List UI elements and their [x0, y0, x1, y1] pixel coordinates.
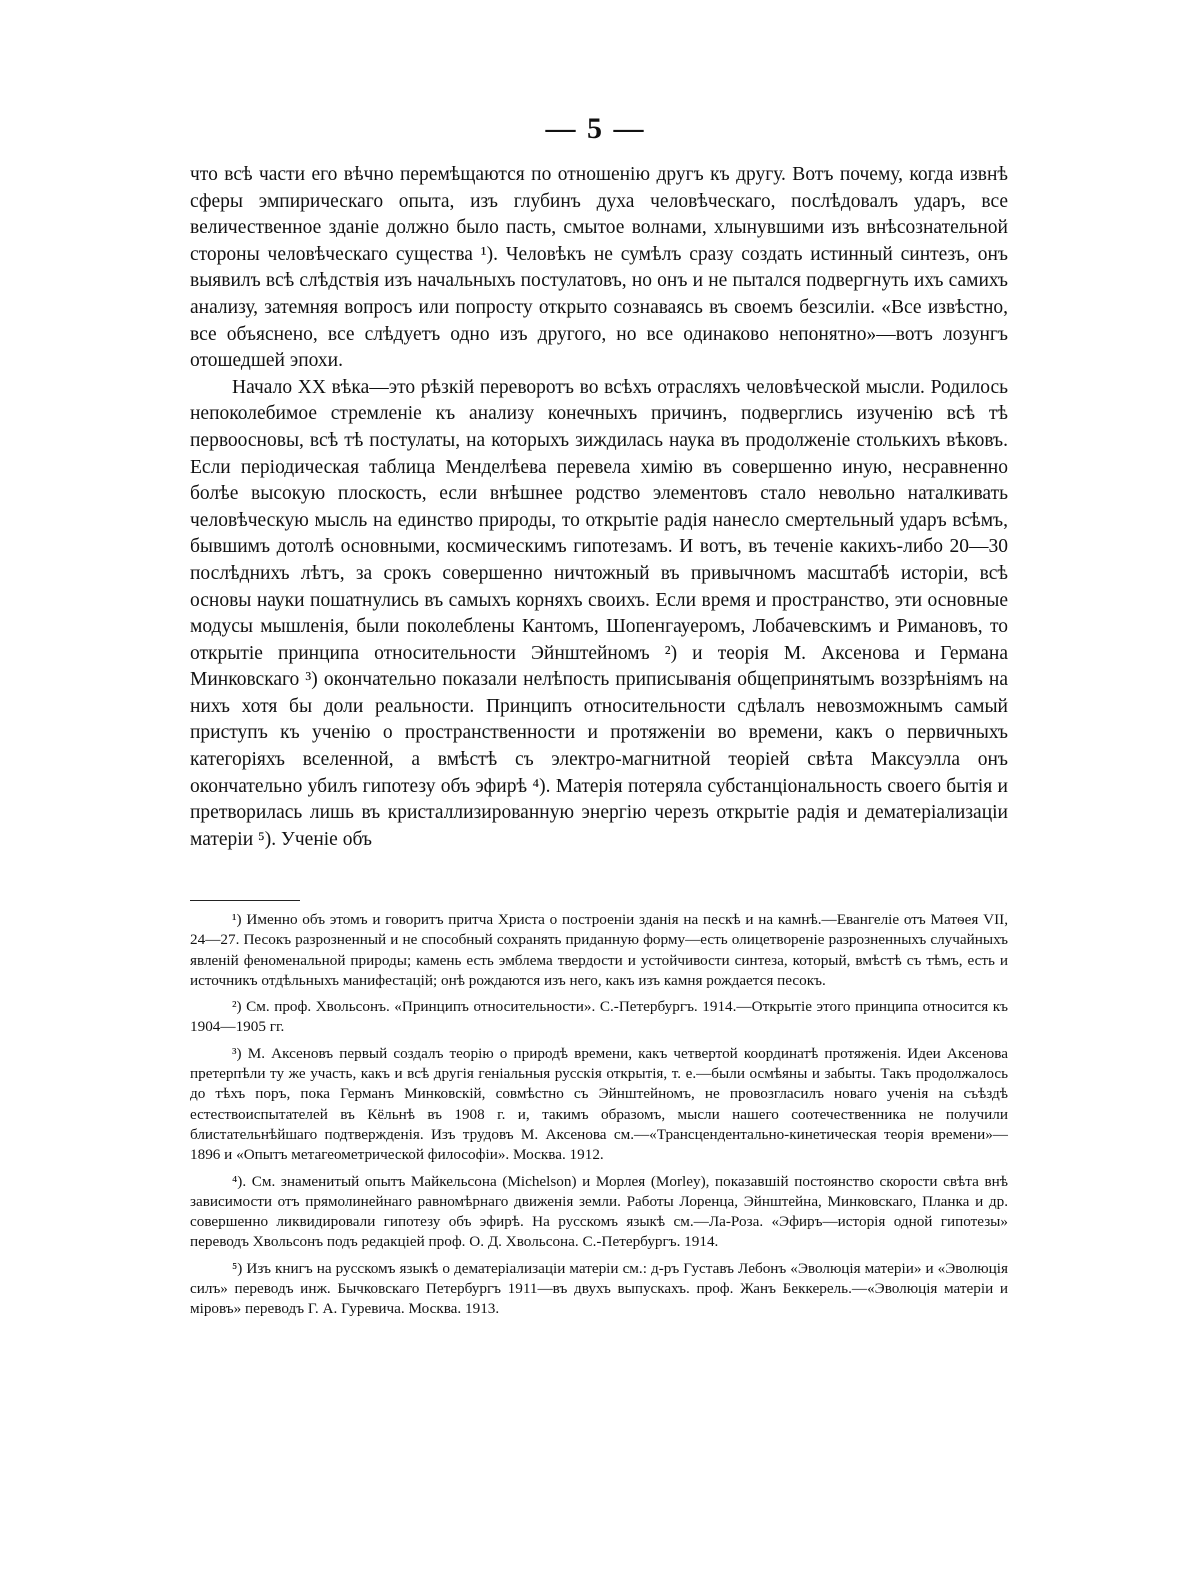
footnote-3: ³) М. Аксеновъ первый создалъ теорію о природѣ времени, какъ четвертой координатѣ протяженія. Идеи Аксенова претерпѣли ту же участь, какъ и всѣ другія геніальныя русскія открытія, т. е.—были осмѣяны и забыты. Такъ продолжалось до тѣхъ поръ, пока Германъ Минковскій, совмѣстно съ Эйнштейномъ, не провозгласилъ новаго ученія на съѣздѣ естествоиспытателей въ Кёльнѣ въ 1908 г. и, такимъ образомъ, мысли нашего соотечественника не получили блистательнѣйшаго подтвержденія. Изъ трудовъ М. Аксенова см.—«Трансцендентально-кинетическая теорія времени»—1896 и «Опытъ метагеометрической философіи». Москва. 1912.	[190, 1044, 1008, 1164]
footnote-5: ⁵) Изъ книгъ на русскомъ языкѣ о дематеріализаціи матеріи см.: д-ръ Густавъ Лебонъ «Эволюція матеріи» и «Эволюція силъ» переводъ инж. Бычковскаго Петербургъ 1911—въ двухъ выпускахъ. проф. Жанъ Беккерель.—«Эволюція матеріи и міровъ» переводъ Г. А. Гуревича. Москва. 1913.	[190, 1259, 1008, 1318]
footnotes	[190, 910, 1008, 1326]
footnote-4: ⁴). См. знаменитый опытъ Майкельсона (Michelson) и Морлея (Morley), показавшій постоянство скорости свѣта внѣ зависимости отъ прямолинейнаго равномѣрнаго движенія земли. Работы Лоренца, Эйнштейна, Минковскаго, Планка и др. совершенно ликвидировали гипотезу объ эфирѣ. На русскомъ языкѣ см.—Ла-Роза. «Эфиръ—исторія одной гипотезы» переводъ Хвольсонъ подъ редакціей проф. О. Д. Хвольсона. С.-Петербургъ. 1914.	[190, 1172, 1008, 1251]
paragraph-2: Начало XX вѣка—это рѣзкій переворотъ во всѣхъ отрасляхъ человѣческой мысли. Родилось непоколебимое стремленіе къ анализу конечныхъ причинъ, подверглись изученію всѣ тѣ первоосновы, всѣ тѣ постулаты, на которыхъ зиждилась наука въ продолженіе столькихъ вѣковъ. Если періодическая таблица Менделѣева перевела химію въ совершенно иную, несравненно болѣе высокую плоскость, если внѣшнее родство элементовъ стало невольно наталкивать человѣческую мысль на единство природы, то открытіе радія нанесло смертельный ударъ всѣмъ, бывшимъ дотолѣ основными, космическимъ гипотезамъ. И вотъ, въ теченіе какихъ-либо 20—30 послѣднихъ лѣтъ, за срокъ совершенно ничтожный въ привычномъ масштабѣ исторіи, всѣ основы науки пошатнулись въ самыхъ корняхъ своихъ. Если время и пространство, эти основные модусы мышленія, были поколеблены Кантомъ, Шопенгауеромъ, Лобачевскимъ и Римановъ, то открытіе принципа относительности Эйнштейномъ ²) и теорія М. Аксенова и Германа Минковскаго ³) окончательно показали нелѣпость приписыванія общепринятымъ воззрѣніямъ на нихъ хотя бы доли реальности. Принципъ относительности сдѣлалъ невозможнымъ самый приступъ къ ученію о пространственности и протяженіи во времени, какъ о первичныхъ категоріяхъ вселенной, а вмѣстѣ съ электро-магнитной теоріей свѣта Максуэлла онъ окончательно убилъ гипотезу объ эфирѣ ⁴). Матерія потеряла субстанціональность своего бытія и претворилась лишь въ кристаллизированную энергію черезъ открытіе радія и дематеріализаціи матеріи ⁵). Ученіе объ	[190, 376, 1008, 850]
footnote-2: ²) См. проф. Хвольсонъ. «Принципъ относительности». С.-Петербургъ. 1914.—Открытіе этого принципа относится къ 1904—1905 гг.	[190, 998, 1008, 1036]
paragraph-1: что всѣ части его вѣчно перемѣщаются по отношенію другъ къ другу. Вотъ почему, когда извнѣ сферы эмпирическаго опыта, изъ глубинъ духа человѣческаго, послѣдовалъ ударъ, все величественное зданіе должно было пасть, смытое волнами, хлынувшими изъ внѣсознательной стороны человѣческаго существа ¹). Человѣкъ не сумѣлъ сразу создать истинный синтезъ, онъ выявилъ всѣ слѣдствія изъ начальныхъ постулатовъ, но онъ и не пытался подвергнуть ихъ самихъ анализу, затемняя вопросъ или попросту открыто сознаваясь въ своемъ безсиліи. «Все извѣстно, все объяснено, все слѣдуетъ одно изъ другого, но все одинаково непонятно»—вотъ лозунгъ отошедшей эпохи.	[190, 164, 1008, 372]
footnote-1: ¹) Именно объ этомъ и говоритъ притча Христа о построеніи зданія на пескѣ и на камнѣ.—Евангеліе отъ Матѳея VII, 24—27. Песокъ разрозненный и не способный сохранять приданную форму—есть олицетвореніе разрозненныхъ случайныхъ явленій феноменальной природы; камень есть эмблема твердости и устойчивости синтеза, который, вмѣстѣ съ тѣмъ, есть и источникъ отдѣльныхъ манифестацій; онѣ рождаются изъ него, какъ изъ камня рождается песокъ.	[190, 911, 1008, 989]
page-number: — 5 —	[545, 112, 646, 145]
main-text	[190, 162, 1008, 853]
footnote-divider	[190, 900, 300, 901]
